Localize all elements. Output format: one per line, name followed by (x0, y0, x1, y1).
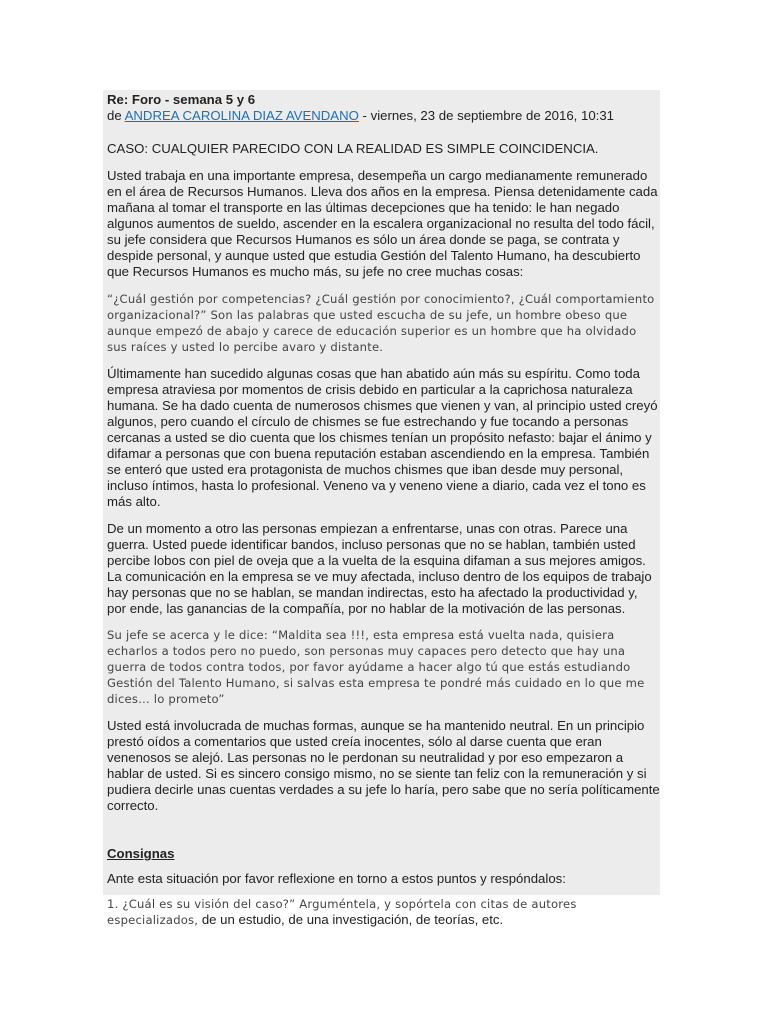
post-byline (107, 108, 660, 124)
post-subject: Re: Foro - semana 5 y 6 (107, 92, 256, 107)
paragraph-5-boss-speech: Su jefe se acerca y le dice: “Maldita sea !!!, esta empresa está vuelta nada, quisiera echarlos a todos pero no puedo, son personas muy capaces pero detecto que hay una guerra de todos contra todos, por favor ayúdame a hacer algo tú que estás estudiando Gestión del Talento Humano, si salvas esta empresa te pondré más cuidado en lo que me dices… lo prometo” (107, 628, 645, 706)
paragraph-2 (107, 291, 660, 355)
question-1 (107, 896, 660, 928)
question-1-text: 1. ¿Cuál es su visión del caso?” Arguméntela, y sopórtela con citas de autores especializados, (107, 897, 577, 927)
paragraph-4: De un momento a otro las personas empiezan a enfrentarse, unas con otras. Parece una guerra. Usted puede identificar bandos, incluso personas que no se hablan, también usted percibe lobos con piel de oveja que a la vuelta de la esquina difaman a sus mejores amigos. La comunicación en la empresa se ve muy afectada, incluso dentro de los equipos de trabajo hay personas que no se hablan, se mandan indirectas, esto ha afectado la productividad y, por ende, las ganancias de la compañía, por no hablar de la motivación de las personas. (107, 521, 652, 616)
consignas-heading: Consignas (107, 846, 175, 861)
boss-quote: “¿Cuál gestión por competencias? ¿Cuál gestión por conocimiento?, ¿Cuál comportamiento organizacional?” (107, 292, 655, 322)
case-title: CASO: CUALQUIER PARECIDO CON LA REALIDAD ES SIMPLE COINCIDENCIA. (107, 141, 599, 156)
paragraph-2-rest: Son las palabras que usted escucha de su jefe, un hombre obeso que aunque empezó de abajo y carece de educación superior es un hombre que ha olvidado sus raíces y usted lo percibe avaro y distante. (107, 308, 637, 354)
byline-prefix: de (107, 108, 125, 123)
paragraph-3: Últimamente han sucedido algunas cosas que han abatido aún más su espíritu. Como toda empresa atraviesa por momentos de crisis debido en particular a la caprichosa naturaleza humana. Se ha dado cuenta de numerosos chismes que vienen y van, al principio usted creyó algunos, pero cuando el círculo de chismes se fue estrechando y fue tocando a personas cercanas a usted se dio cuenta que los chismes tenían un propósito nefasto: bajar el ánimo y difamar a personas que con buena reputación estaban ascendiendo en la empresa. También se enteró que usted era protagonista de muchos chismes que iban desde muy personal, incluso íntimos, hasta lo profesional. Veneno va y veneno viene a diario, cada vez el tono es más alto. (107, 366, 658, 509)
forum-post (103, 90, 660, 927)
post-date: - viernes, 23 de septiembre de 2016, 10:31 (358, 108, 614, 123)
question-1-rest: de un estudio, de una investigación, de teorías, etc. (198, 912, 504, 927)
paragraph-6: Usted está involucrada de muchas formas, aunque se ha mantenido neutral. En un principio prestó oídos a comentarios que usted creía inocentes, sólo al darse cuenta que eran venenosos se alejó. Las personas no le perdonan su neutralidad y por eso empezaron a hablar de usted. Si es sincero consigo mismo, no se siente tan feliz con la remuneración y si pudiera decirle unas cuentas verdades a su jefe lo haría, pero sabe que no sería políticamente correcto. (107, 718, 660, 813)
author-link[interactable]: ANDREA CAROLINA DIAZ AVENDANO (124, 108, 359, 123)
consignas-instruction: Ante esta situación por favor reflexione en torno a estos puntos y respóndalos: (107, 871, 566, 886)
paragraph-1: Usted trabaja en una importante empresa, desempeña un cargo medianamente remunerado en el área de Recursos Humanos. Lleva dos años en la empresa. Piensa detenidamente cada mañana al tomar el transporte en las últimas decepciones que ha tenido: le han negado algunos aumentos de sueldo, ascender en la escalera organizacional no resulta del todo fácil, su jefe considera que Recursos Humanos es sólo un área donde se paga, se contrata y despide personal, y aunque usted que estudia Gestión del Talento Humano, ha descubierto que Recursos Humanos es mucho más, su jefe no cree muchas cosas: (107, 168, 658, 279)
